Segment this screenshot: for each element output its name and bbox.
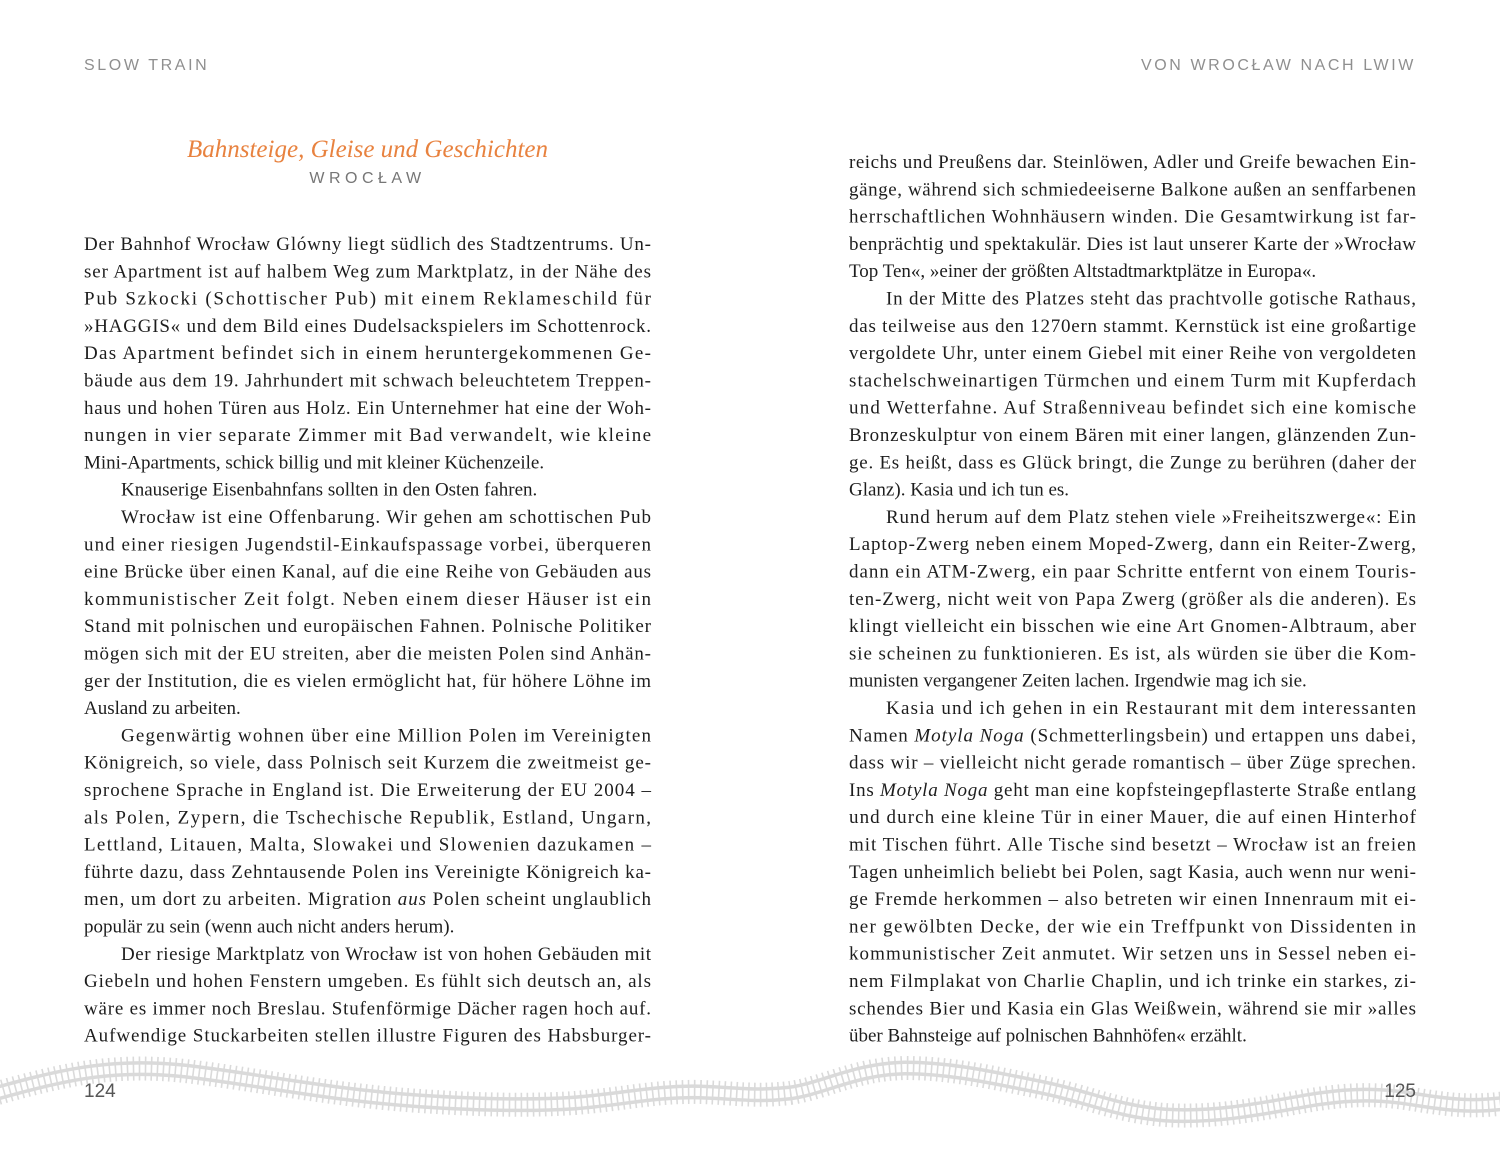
text-line: Bronzeskulptur von einem Bären mit einer langen, glänzenden Zun- [849, 425, 1416, 446]
text-line: ge Fremde herkommen – also betreten wir einen Innenraum mit ei- [849, 889, 1416, 911]
text-line: eine Brücke über einen Kanal, auf die eine Reihe von Gebäuden aus [84, 561, 651, 583]
text-line: sprochene Sprache in England ist. Die Erweiterung der EU 2004 – [84, 780, 652, 801]
body-text-right-page [849, 148, 1416, 1058]
text-line: mögen sich mit der EU streiten, aber die meisten Polen sind Anhän- [84, 643, 651, 665]
text-line: Tagen unheimlich beliebt bei Polen, sagt Kasia, auch wenn nur weni- [849, 861, 1416, 883]
text-line: führte dazu, dass Zehntausende Polen ins Vereinigte Königreich ka- [84, 861, 651, 883]
text-line: Königreich, so viele, dass Polnisch seit Kurzem die zweitmeist ge- [84, 752, 652, 774]
text-line: klingt vielleicht ein bisschen wie eine Art Gnomen-Albtraum, aber [849, 616, 1416, 638]
text-line: und Wetterfahne. Auf Straßenniveau befindet sich eine komische [849, 397, 1416, 419]
text-line: über Bahnsteige auf polnischen Bahnhöfen« erzählt. [849, 1025, 1247, 1047]
body-text-left-page [84, 230, 651, 1060]
text-line: schendes Bier und Kasia ein Glas Weißwein, während sie mir »alles [849, 998, 1416, 1020]
text-line: dann ein ATM-Zwerg, ein paar Schritte entfernt von einem Touris- [849, 561, 1416, 583]
text-line: Pub Szkocki (Schottischer Pub) mit einem Reklameschild für [84, 288, 652, 310]
text-line: benprächtig und spektakulär. Dies ist laut unserer Karte der »Wrocław [849, 233, 1416, 255]
text-line: Lettland, Litauen, Malta, Slowakei und Slowenien dazukamen – [84, 834, 651, 856]
text-line: Aufwendige Stuckarbeiten stellen illustre Figuren des Habsburger- [84, 1025, 651, 1047]
text-line: munisten vergangener Zeiten lachen. Irgendwie mag ich sie. [849, 670, 1307, 692]
text-line: kommunistischer Zeit folgt. Neben einem dieser Häuser ist ein [84, 588, 651, 610]
running-head-right: VON WROCŁAW NACH LWIW [1140, 57, 1416, 74]
text-line: men, um dort zu arbeiten. Migration aus Polen scheint unglaublich [84, 889, 651, 911]
text-line: Das Apartment befindet sich in einem heruntergekommenen Ge- [84, 343, 651, 365]
text-line: In der Mitte des Platzes steht das prachtvolle gotische Rathaus, [886, 288, 1416, 310]
text-line: dass wir – vielleicht nicht gerade romantisch – über Züge sprechen. [849, 752, 1416, 774]
text-line: und durch eine kleine Tür in einer Mauer, die auf einen Hinterhof [849, 807, 1416, 829]
railway-track-decoration [0, 1035, 1500, 1167]
text-line: ger der Institution, die es vielen ermöglicht hat, für höhere Löhne im [84, 670, 651, 692]
text-line: vergoldete Uhr, unter einem Giebel mit einer Reihe von vergoldeten [849, 343, 1416, 365]
text-line: Der Bahnhof Wrocław Glówny liegt südlich des Stadtzentrums. Un- [84, 234, 651, 255]
chapter-title: Bahnsteige, Gleise und Geschichten [186, 136, 548, 163]
text-line: ser Apartment ist auf halbem Weg zum Marktplatz, in der Nähe des [84, 261, 651, 283]
running-head-left: SLOW TRAIN [84, 57, 210, 74]
text-line: gänge, während sich schmiedeeiserne Balkone außen an senffarbenen [849, 179, 1416, 201]
text-line: haus und hohen Türen aus Holz. Ein Unternehmer hat eine der Woh- [84, 397, 651, 419]
text-line: reichs und Preußens dar. Steinlöwen, Adler und Greife bewachen Ein- [849, 152, 1416, 173]
text-line: wäre es immer noch Breslau. Stufenförmige Dächer ragen hoch auf. [84, 998, 651, 1020]
page-number-right: 125 [1384, 1081, 1416, 1102]
text-line: nungen in vier separate Zimmer mit Bad verwandelt, wie kleine [84, 425, 651, 447]
text-line: Knauserige Eisenbahnfans sollten in den Osten fahren. [121, 479, 538, 501]
text-line: Mini-Apartments, schick billig und mit kleiner Küchenzeile. [84, 452, 545, 474]
text-line: Glanz). Kasia und ich tun es. [849, 479, 1070, 501]
text-line: Namen Motyla Noga (Schmetterlingsbein) und ertappen uns dabei, [849, 725, 1416, 747]
text-line: bäude aus dem 19. Jahrhundert mit schwach beleuchtetem Treppen- [84, 370, 651, 392]
text-line: Wrocław ist eine Offenbarung. Wir gehen am schottischen Pub [121, 507, 651, 528]
text-line: stachelschweinartigen Türmchen und einem Turm mit Kupferdach [849, 370, 1416, 392]
page-number-left: 124 [84, 1081, 116, 1102]
text-line: sie scheinen zu funktionieren. Es ist, als würden sie über die Kom- [849, 643, 1416, 665]
chapter-subtitle: WROCŁAW [309, 170, 426, 187]
text-line: populär zu sein (wenn auch nicht anders herum). [84, 916, 455, 938]
text-line: mit Tischen führt. Alle Tische sind besetzt – Wrocław ist an freien [849, 834, 1416, 856]
text-line: herrschaftlichen Wohnhäusern winden. Die Gesamtwirkung ist far- [849, 206, 1416, 228]
text-line: Der riesige Marktplatz von Wrocław ist von hohen Gebäuden mit [121, 943, 651, 965]
text-line: und einer riesigen Jugendstil-Einkaufspassage vorbei, überqueren [84, 534, 651, 556]
text-line: »HAGGIS« und dem Bild eines Dudelsackspielers im Schottenrock. [84, 315, 651, 337]
text-line: Giebeln und hohen Fenstern umgeben. Es fühlt sich deutsch an, als [84, 971, 651, 993]
text-line: als Polen, Zypern, die Tschechische Republik, Estland, Ungarn, [84, 807, 651, 829]
text-line: Kasia und ich gehen in ein Restaurant mit dem interessanten [886, 698, 1416, 719]
text-line: Stand mit polnischen und europäischen Fahnen. Polnische Politiker [84, 616, 651, 638]
text-line: Laptop-Zwerg neben einem Moped-Zwerg, dann ein Reiter-Zwerg, [849, 534, 1416, 556]
text-line: Ins Motyla Noga geht man eine kopfsteingepflasterte Straße entlang [849, 779, 1416, 801]
text-line: ge. Es heißt, dass es Glück bringt, die Zunge zu berühren (daher der [849, 452, 1416, 474]
text-line: ten-Zwerg, nicht weit von Papa Zwerg (größer als die anderen). Es [849, 588, 1416, 610]
text-line: nem Filmplakat von Charlie Chaplin, und ich trinke ein starkes, zi- [849, 971, 1416, 992]
text-line: Gegenwärtig wohnen über eine Million Polen im Vereinigten [121, 725, 651, 747]
text-line: das teilweise aus den 1270ern stammt. Kernstück ist eine großartige [849, 315, 1416, 337]
text-line: Top Ten«, »einer der größten Altstadtmarktplätze in Europa«. [849, 261, 1317, 283]
text-line: Rund herum auf dem Platz stehen viele »Freiheitszwerge«: Ein [886, 506, 1416, 528]
text-line: ner gewölbten Decke, der wie ein Treffpunkt von Dissidenten in [849, 916, 1416, 938]
text-line: Ausland zu arbeiten. [84, 698, 241, 720]
text-line: kommunistischer Zeit anmutet. Wir setzen uns in Sessel neben ei- [849, 943, 1416, 965]
